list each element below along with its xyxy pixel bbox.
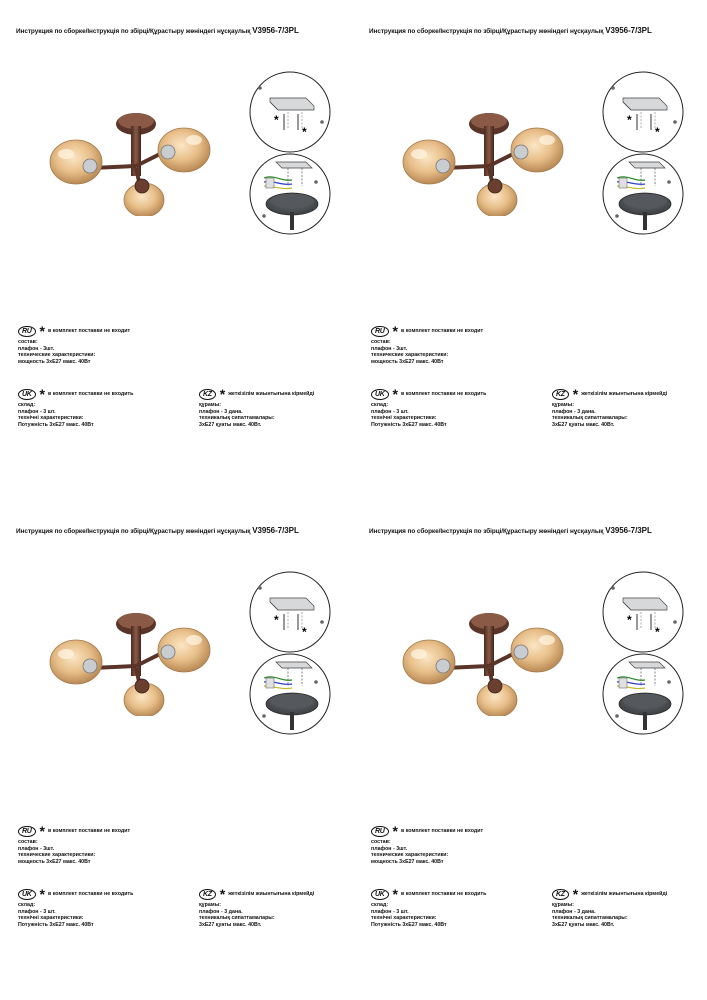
asterisk-icon: * bbox=[572, 386, 579, 402]
uk-line: склад: bbox=[371, 402, 389, 408]
ru-line: состав: bbox=[371, 839, 391, 845]
uk-line: плафон - 3 шт. bbox=[371, 408, 409, 415]
uk-line: Потужність 3хЕ27 макс. 40Вт bbox=[371, 921, 447, 928]
kz-not-included-note: жеткізілім жиынтығына кірмейді bbox=[228, 391, 315, 398]
kz-line: 3хЕ27 қуаты макс. 40Вт. bbox=[552, 921, 615, 928]
ru-not-included-note: в комплект поставки не входит bbox=[400, 328, 484, 335]
kz-line: плафон - 3 дана. bbox=[199, 908, 243, 915]
ru-line: технические характеристики: bbox=[371, 352, 449, 359]
uk-line: Потужність 3хЕ27 макс. 40Вт bbox=[18, 421, 94, 428]
ru-line: плафон - 3шт. bbox=[18, 345, 55, 352]
ru-line: плафон - 3шт. bbox=[371, 845, 408, 852]
kz-line: құрамы: bbox=[199, 902, 221, 908]
kz-section bbox=[552, 388, 667, 428]
uk-section bbox=[18, 388, 133, 428]
uk-line: технічні характеристики: bbox=[371, 415, 437, 422]
wiring-diagram bbox=[601, 152, 685, 236]
uk-not-included-note: в комплект поставки не входить bbox=[400, 891, 487, 898]
mounting-bracket-diagram bbox=[601, 570, 685, 654]
uk-not-included-note: в комплект поставки не входить bbox=[400, 391, 487, 398]
ru-line: плафон - 3шт. bbox=[18, 845, 55, 852]
ru-section bbox=[18, 825, 130, 865]
asterisk-icon: * bbox=[39, 386, 45, 402]
kz-not-included-note: жеткізілім жиынтығына кірмейді bbox=[228, 891, 315, 898]
instruction-panel-2 bbox=[353, 0, 706, 500]
page-title: Инструкция по сборке/Інструкція по збірці/Құрастыру жөніндегі нұсқаулық V3956-7/3PL bbox=[369, 26, 652, 35]
uk-line: склад: bbox=[18, 402, 36, 408]
kz-section bbox=[199, 388, 314, 428]
page-title: Инструкция по сборке/Інструкція по збірці/Құрастыру жөніндегі нұсқаулық V3956-7/3PL bbox=[369, 526, 652, 535]
ru-not-included-note: в комплект поставки не входит bbox=[47, 828, 131, 835]
kz-line: 3хЕ27 қуаты макс. 40Вт. bbox=[552, 421, 615, 428]
asterisk-icon: * bbox=[219, 886, 226, 902]
kz-line: техникалық сипаттамалары: bbox=[199, 415, 275, 422]
model-number: V3956-7/3PL bbox=[252, 526, 299, 535]
ru-line: мощность 3xE27 макс. 40Вт bbox=[371, 358, 444, 365]
uk-section bbox=[18, 888, 133, 928]
page-title: Инструкция по сборке/Інструкція по збірці/Құрастыру жөніндегі нұсқаулық V3956-7/3PL bbox=[16, 526, 299, 535]
ru-line: состав: bbox=[371, 339, 391, 345]
ceiling-lamp-illustration bbox=[397, 608, 577, 716]
uk-line: технічні характеристики: bbox=[371, 915, 437, 922]
kz-line: техникалық сипаттамалары: bbox=[552, 415, 628, 422]
kz-line: плафон - 3 дана. bbox=[552, 908, 596, 915]
model-number: V3956-7/3PL bbox=[252, 26, 299, 35]
uk-line: склад: bbox=[371, 902, 389, 908]
kz-line: плафон - 3 дана. bbox=[552, 408, 596, 415]
ru-line: мощность 3xE27 макс. 40Вт bbox=[371, 858, 444, 865]
mounting-bracket-diagram bbox=[248, 570, 332, 654]
uk-not-included-note: в комплект поставки не входить bbox=[47, 891, 134, 898]
uk-line: склад: bbox=[18, 902, 36, 908]
kz-section bbox=[199, 888, 314, 928]
uk-line: Потужність 3хЕ27 макс. 40Вт bbox=[18, 921, 94, 928]
ru-language-badge: RU bbox=[18, 326, 36, 337]
kz-language-badge: KZ bbox=[199, 389, 216, 400]
uk-line: плафон - 3 шт. bbox=[18, 408, 56, 415]
asterisk-icon: * bbox=[392, 386, 398, 402]
ru-line: состав: bbox=[18, 839, 38, 845]
ru-language-badge: RU bbox=[371, 826, 389, 837]
ru-line: мощность 3xE27 макс. 40Вт bbox=[18, 358, 91, 365]
page-title: Инструкция по сборке/Інструкція по збірці/Құрастыру жөніндегі нұсқаулық V3956-7/3PL bbox=[16, 26, 299, 35]
ru-not-included-note: в комплект поставки не входит bbox=[400, 828, 484, 835]
ru-line: плафон - 3шт. bbox=[371, 345, 408, 352]
ru-section bbox=[371, 325, 483, 365]
uk-line: плафон - 3 шт. bbox=[18, 908, 56, 915]
kz-line: 3хЕ27 қуаты макс. 40Вт. bbox=[199, 921, 262, 928]
ru-line: технические характеристики: bbox=[371, 852, 449, 859]
kz-line: плафон - 3 дана. bbox=[199, 408, 243, 415]
ru-line: технические характеристики: bbox=[18, 352, 96, 359]
uk-line: Потужність 3хЕ27 макс. 40Вт bbox=[371, 421, 447, 428]
kz-not-included-note: жеткізілім жиынтығына кірмейді bbox=[581, 891, 668, 898]
wiring-diagram bbox=[601, 652, 685, 736]
kz-line: құрамы: bbox=[552, 402, 574, 408]
ru-section bbox=[18, 325, 130, 365]
asterisk-icon: * bbox=[219, 386, 226, 402]
kz-section bbox=[552, 888, 667, 928]
ru-line: мощность 3xE27 макс. 40Вт bbox=[18, 858, 91, 865]
kz-language-badge: KZ bbox=[552, 389, 569, 400]
uk-language-badge: UK bbox=[371, 889, 389, 900]
mounting-bracket-diagram bbox=[601, 70, 685, 154]
asterisk-icon: * bbox=[39, 886, 45, 902]
kz-line: техникалық сипаттамалары: bbox=[552, 915, 628, 922]
ceiling-lamp-illustration bbox=[44, 608, 224, 716]
kz-line: құрамы: bbox=[552, 902, 574, 908]
uk-language-badge: UK bbox=[18, 889, 36, 900]
asterisk-icon: * bbox=[392, 886, 398, 902]
ru-language-badge: RU bbox=[18, 826, 36, 837]
asterisk-icon: * bbox=[39, 823, 45, 839]
uk-line: плафон - 3 шт. bbox=[371, 908, 409, 915]
ru-not-included-note: в комплект поставки не входит bbox=[47, 328, 131, 335]
asterisk-icon: * bbox=[392, 323, 398, 339]
wiring-diagram bbox=[248, 152, 332, 236]
instruction-panel-1 bbox=[0, 0, 353, 500]
uk-line: технічні характеристики: bbox=[18, 415, 84, 422]
wiring-diagram bbox=[248, 652, 332, 736]
ru-section bbox=[371, 825, 483, 865]
kz-language-badge: KZ bbox=[552, 889, 569, 900]
ru-line: состав: bbox=[18, 339, 38, 345]
kz-language-badge: KZ bbox=[199, 889, 216, 900]
kz-line: техникалық сипаттамалары: bbox=[199, 915, 275, 922]
asterisk-icon: * bbox=[392, 823, 398, 839]
uk-line: технічні характеристики: bbox=[18, 915, 84, 922]
ru-line: технические характеристики: bbox=[18, 852, 96, 859]
kz-line: 3хЕ27 қуаты макс. 40Вт. bbox=[199, 421, 262, 428]
kz-not-included-note: жеткізілім жиынтығына кірмейді bbox=[581, 391, 668, 398]
uk-language-badge: UK bbox=[18, 389, 36, 400]
model-number: V3956-7/3PL bbox=[605, 526, 652, 535]
asterisk-icon: * bbox=[39, 323, 45, 339]
model-number: V3956-7/3PL bbox=[605, 26, 652, 35]
instruction-panel-4 bbox=[353, 500, 706, 1000]
uk-section bbox=[371, 888, 486, 928]
mounting-bracket-diagram bbox=[248, 70, 332, 154]
ceiling-lamp-illustration bbox=[397, 108, 577, 216]
ru-language-badge: RU bbox=[371, 326, 389, 337]
uk-not-included-note: в комплект поставки не входить bbox=[47, 391, 134, 398]
uk-section bbox=[371, 388, 486, 428]
kz-line: құрамы: bbox=[199, 402, 221, 408]
instruction-panel-3 bbox=[0, 500, 353, 1000]
uk-language-badge: UK bbox=[371, 389, 389, 400]
ceiling-lamp-illustration bbox=[44, 108, 224, 216]
asterisk-icon: * bbox=[572, 886, 579, 902]
